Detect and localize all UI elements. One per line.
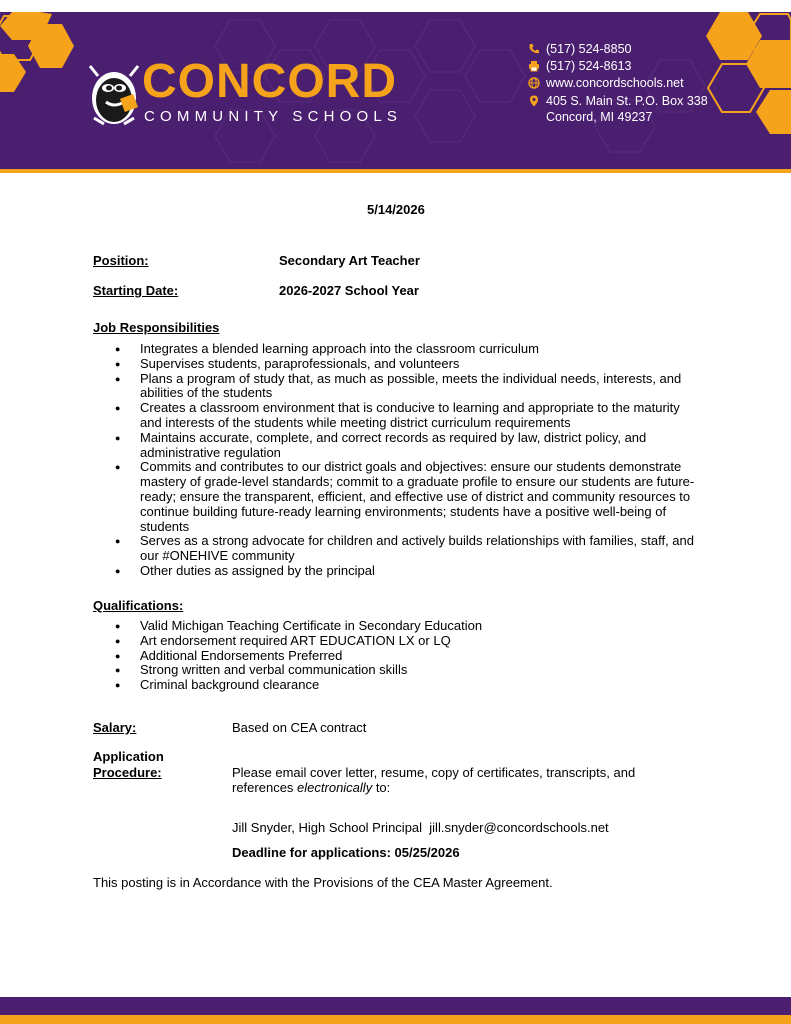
position-label: Position:: [93, 253, 149, 268]
list-item: ● Maintains accurate, complete, and correct records as required by law, district policy, and administrative regulation: [93, 431, 703, 461]
application-label-line-2: Procedure:: [93, 765, 162, 780]
letterhead-gold-rule: [0, 169, 791, 173]
contact-name: Jill Snyder, High School Principal: [232, 820, 423, 835]
footer-note: This posting is in Accordance with the Provisions of the CEA Master Agreement.: [93, 875, 553, 890]
starting-date-label: Starting Date:: [93, 283, 179, 298]
application-label-line-1: Application: [93, 749, 164, 764]
list-item: ● Criminal background clearance: [93, 678, 703, 693]
list-item: ● Additional Endorsements Preferred: [93, 649, 703, 664]
address-line-1: 405 S. Main St. P.O. Box 338: [546, 93, 708, 108]
address-row: [528, 93, 708, 126]
phone-number: (517) 524-8850: [546, 42, 632, 56]
position-value: Secondary Art Teacher: [279, 253, 420, 268]
list-item: ● Supervises students, paraprofessionals, and volunteers: [93, 357, 703, 372]
qualifications-list: [93, 619, 703, 693]
fax-row: [528, 58, 708, 75]
qualifications-heading: Qualifications:: [93, 598, 184, 613]
posting-date: 5/14/2026: [367, 202, 425, 217]
phone-row: [528, 41, 708, 58]
address: [546, 93, 708, 126]
contact-block: [528, 41, 708, 126]
responsibilities-list: [93, 342, 703, 579]
fax-number: (517) 524-8613: [546, 58, 632, 73]
location-pin-icon: [528, 95, 540, 107]
application-instructions: [232, 765, 662, 795]
address-line-2: Concord, MI 49237: [546, 110, 653, 124]
salary-label: Salary:: [93, 720, 137, 735]
application-text-emphasis: electronically: [297, 780, 373, 795]
list-item: ● Other duties as assigned by the principal: [93, 564, 703, 579]
brand-name: CONCORD: [142, 55, 397, 108]
salary-value: Based on CEA contract: [232, 720, 367, 735]
list-item: ● Valid Michigan Teaching Certificate in Secondary Education: [93, 619, 703, 634]
starting-date-value: 2026-2027 School Year: [279, 283, 419, 298]
website-row: [528, 75, 708, 92]
list-item: ● Art endorsement required ART EDUCATION LX or LQ: [93, 634, 703, 649]
application-text-end: to:: [372, 780, 391, 795]
contact-email-link[interactable]: jill.snyder@concordschools.net: [429, 820, 609, 835]
footer-band: [0, 997, 791, 1015]
website-link[interactable]: www.concordschools.net: [546, 76, 684, 90]
brand: [142, 55, 403, 125]
globe-icon: [528, 77, 540, 89]
list-item: ● Creates a classroom environment that is conducive to learning and appropriate to the maturity and interests of the students while meeting district curriculum requirements: [93, 401, 703, 431]
application-text: Please email cover letter, resume, copy of certificates, transcripts, and references: [232, 765, 636, 795]
responsibilities-heading: Job Responsibilities: [93, 320, 220, 335]
list-item: ● Serves as a strong advocate for children and actively builds relationships with families, staff, and our #ONEHIVE community: [93, 534, 703, 564]
brand-subtitle: COMMUNITY SCHOOLS: [144, 108, 403, 125]
contact-line: [232, 820, 609, 835]
footer-gold-rule: [0, 1015, 791, 1024]
list-item: ● Integrates a blended learning approach into the classroom curriculum: [93, 342, 703, 357]
printer-icon: [528, 60, 540, 72]
deadline: Deadline for applications: 05/25/2026: [232, 845, 460, 860]
list-item: ● Strong written and verbal communication skills: [93, 663, 703, 678]
list-item: ● Plans a program of study that, as much as possible, meets the individual needs, interests, and abilities of the students: [93, 372, 703, 402]
list-item: ● Commits and contributes to our district goals and objectives: ensure our students demonstrate mastery of grade-level standards; commit to a graduate profile to ensure our students are future-ready; ensure the transparent, efficient, and effective use of district and community resources to continue building future-ready learning environments; students have a positive well-being of students: [93, 460, 703, 534]
letterhead: [0, 0, 791, 175]
phone-icon: [528, 43, 540, 55]
